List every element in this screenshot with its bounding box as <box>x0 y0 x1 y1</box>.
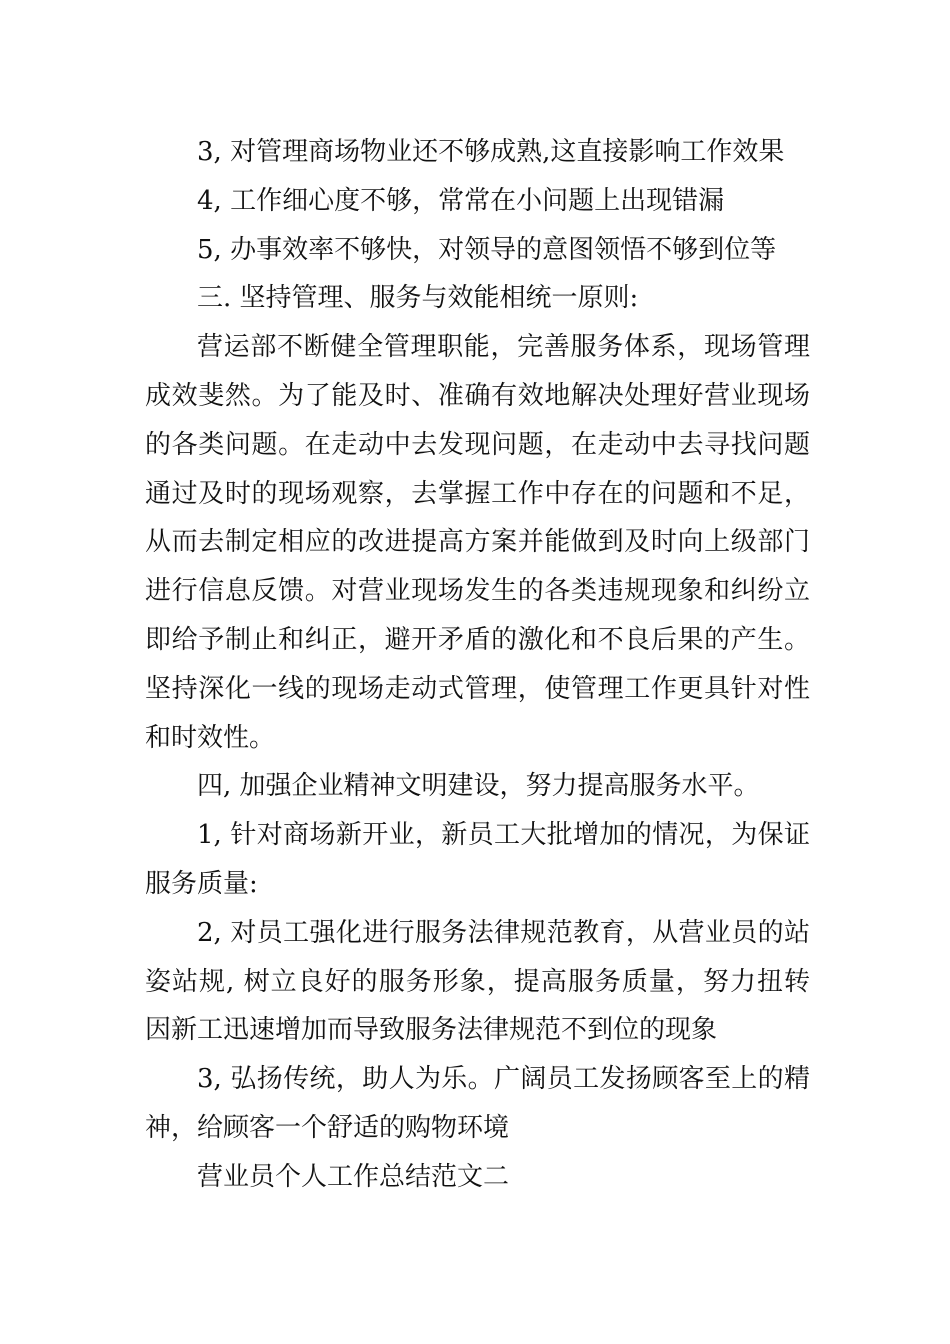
list-item-5-efficiency: 5, 办事效率不够快，对领导的意图领悟不够到位等 <box>197 234 777 265</box>
section-heading-three: 三. 坚持管理、服务与效能相统一原则: <box>197 283 639 314</box>
section-heading-four: 四, 加强企业精神文明建设，努力提高服务水平。 <box>197 771 760 802</box>
next-section-title: 营业员个人工作总结范文二 <box>197 1161 510 1192</box>
list-item-1-service-quality: 1, 针对商场新开业，新员工大批增加的情况，为保证服务质量: <box>145 820 810 899</box>
paragraph-operations: 营运部不断健全管理职能，完善服务体系，现场管理成效斐然。为了能及时、准确有效地解决处理好营业现场的各类问题。在走动中去发现问题，在走动中去寻找问题通过及时的现场观察，去掌握工作中存在的问题和不足，从而去制定相应的改进提高方案并能做到及时向上级部门进行信息反馈。对营业现场发生的各类违规现象和纠纷立即给予制止和纠正，避开矛盾的激化和不良后果的产生。坚持深化一线的现场走动式管理，使管理工作更具针对性和时效性。 <box>145 332 810 753</box>
list-item-3-tradition: 3, 弘扬传统，助人为乐。广阔员工发扬顾客至上的精神，给顾客一个舒适的购物环境 <box>145 1064 810 1143</box>
body-text <box>145 128 810 1202</box>
list-item-4-carefulness: 4, 工作细心度不够，常常在小问题上出现错漏 <box>197 185 725 216</box>
list-item-2-service-education: 2, 对员工强化进行服务法律规范教育，从营业员的站姿站规, 树立良好的服务形象，提高服务质量，努力扭转因新工迅速增加而导致服务法律规范不到位的现象 <box>145 917 810 1046</box>
list-item-3-management: 3, 对管理商场物业还不够成熟,这直接影响工作效果 <box>197 137 785 167</box>
